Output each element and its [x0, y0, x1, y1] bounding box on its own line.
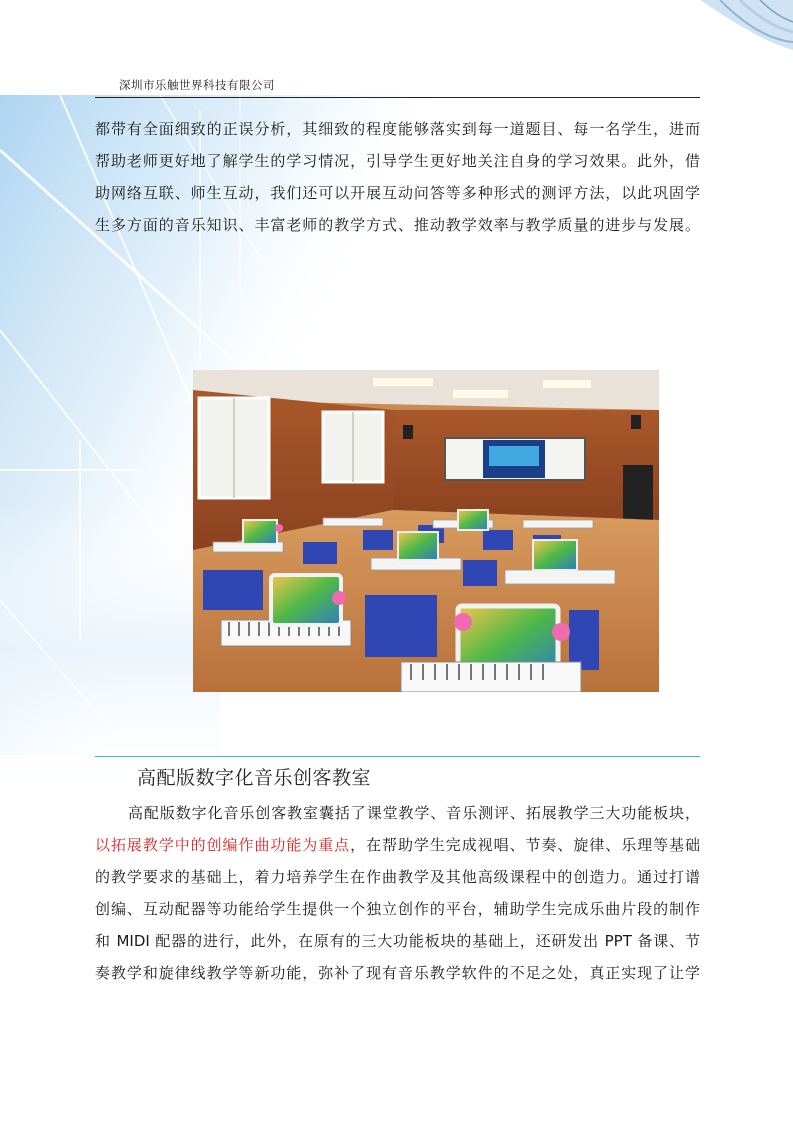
- section-paragraph: [95, 797, 700, 989]
- section-divider: [95, 756, 700, 757]
- page-header: [95, 74, 700, 98]
- intro-line-2: 帮助老师更好地了解学生的学习情况，引导学生更好地关注自身的学习效果。此外，借: [95, 152, 700, 170]
- section-line-6: 奏教学和旋律线教学等新功能，弥补了现有音乐教学软件的不足之处，真正实现了让学: [95, 964, 700, 982]
- section-title: 高配版数字化音乐创客教室: [137, 767, 372, 789]
- section-line-4: 创编、互动配器等功能给学生提供一个独立创作的平台，辅助学生完成乐曲片段的制作: [95, 900, 700, 918]
- company-name: 深圳市乐触世界科技有限公司: [119, 78, 275, 92]
- section-line-3: 的教学要求的基础上，着力培养学生在作曲教学及其他高级课程中的创造力。通过打谱: [95, 868, 700, 886]
- music-classroom-photo: [193, 370, 659, 692]
- section-line-2: [95, 829, 700, 861]
- intro-line-1: 都带有全面细致的正误分析，其细致的程度能够落实到每一道题目、每一名学生，进而: [95, 120, 700, 138]
- section-line-5: 和 MIDI 配器的进行，此外，在原有的三大功能板块的基础上，还研发出 PPT 备课、节: [95, 932, 700, 950]
- intro-paragraph: [95, 113, 700, 241]
- highlight-text: 以拓展教学中的创编作曲功能为重点: [95, 836, 351, 854]
- intro-line-4: 生多方面的音乐知识、丰富老师的教学方式、推动教学效率与教学质量的进步与发展。: [95, 216, 700, 234]
- section-line-1: 高配版数字化音乐创客教室囊括了课堂教学、音乐测评、拓展教学三大功能板块，: [128, 804, 700, 822]
- intro-line-3: 助网络互联、师生互动，我们还可以开展互动问答等多种形式的测评方法，以此巩固学: [95, 184, 700, 202]
- section-line-2-rest: ，在帮助学生完成视唱、节奏、旋律、乐理等基础: [350, 836, 700, 854]
